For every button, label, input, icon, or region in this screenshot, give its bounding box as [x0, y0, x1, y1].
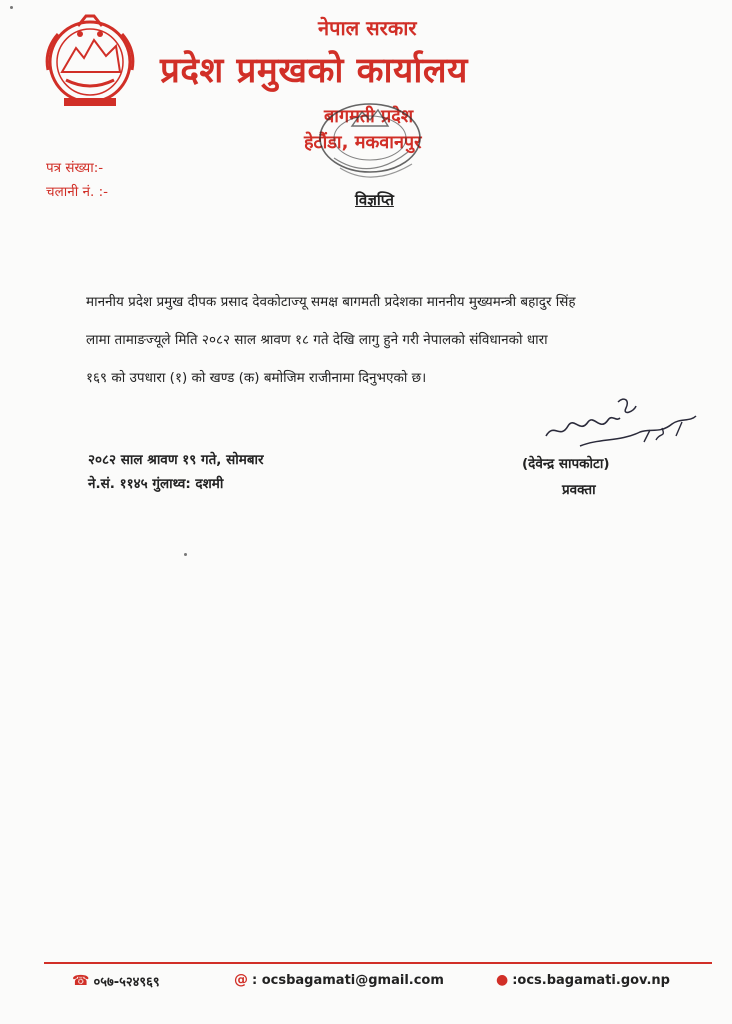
website-url: :ocs.bagamati.gov.np — [512, 972, 670, 988]
dispatch-number-label: चलानी नं. :- — [46, 184, 108, 200]
reference-number-label: पत्र संख्या:- — [46, 160, 104, 176]
nepal-sambat-date: ने.सं. ११४५ गुंलाथ्व: दशमी — [88, 476, 224, 492]
email-address: : ocsbagamati@gmail.com — [252, 972, 444, 988]
province-name: बागमती प्रदेश — [324, 106, 414, 127]
signatory-name: (देवेन्द्र सापकोटा) — [522, 456, 610, 472]
globe-icon: ● — [496, 972, 509, 988]
notice-body-line: लामा तामाङज्यूले मिति २०८२ साल श्रावण १८ गते देखि लागु हुने गरी नेपालको संविधानको धारा — [86, 332, 548, 348]
government-name: नेपाल सरकार — [318, 16, 417, 40]
notice-body-line: माननीय प्रदेश प्रमुख दीपक प्रसाद देवकोटाज्यू समक्ष बागमती प्रदेशका माननीय मुख्यमन्त्री बहादुर सिंह — [86, 294, 576, 310]
footer-email — [234, 972, 444, 988]
notice-date: २०८२ साल श्रावण १९ गते, सोमबार — [88, 452, 264, 468]
paper-speck — [10, 6, 13, 9]
phone-number: ०५७-५२४९६९ — [93, 975, 160, 990]
office-location: हेटौंडा, मकवानपुर — [304, 132, 422, 153]
at-icon: @ — [234, 972, 248, 988]
phone-icon: ☎ — [72, 973, 90, 989]
office-stamp — [300, 86, 440, 196]
nepal-government-emblem — [40, 10, 140, 110]
signatory-designation: प्रवक्ता — [562, 482, 596, 498]
footer-website — [496, 972, 670, 988]
notice-body-line: १६९ को उपधारा (१) को खण्ड (क) बमोजिम राजीनामा दिनुभएको छ। — [86, 370, 427, 386]
handwritten-signature — [540, 392, 700, 448]
paper-speck — [184, 553, 187, 556]
office-title: प्रदेश प्रमुखको कार्यालय — [160, 51, 468, 91]
footer-phone — [72, 972, 160, 990]
footer-divider — [44, 962, 712, 964]
notice-heading: विज्ञप्ति — [355, 191, 394, 209]
